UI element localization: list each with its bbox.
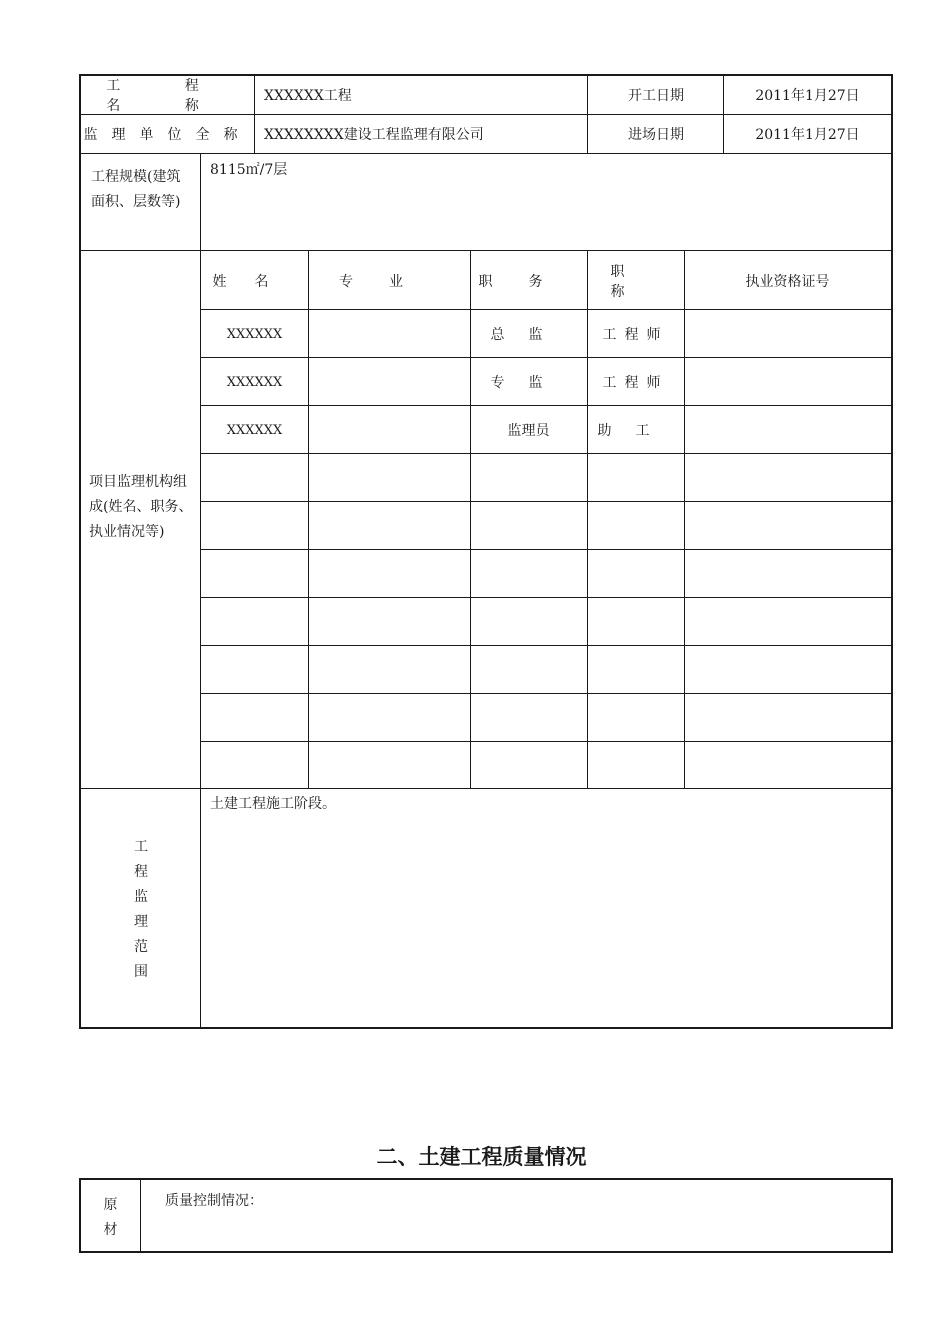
team-table-cell (201, 598, 308, 646)
team-table-cell (308, 502, 470, 550)
team-table-cell (587, 550, 684, 598)
team-table-cell: 工程师 (602, 375, 669, 391)
team-table-cell (684, 646, 891, 694)
team-table-cell (587, 454, 684, 502)
team-table-cell (470, 550, 587, 598)
team-table-cell: 总监 (490, 327, 567, 343)
supervisor-unit-value: XXXXXXXX建设工程监理有限公司 (264, 127, 484, 143)
team-table-cell (470, 742, 587, 790)
project-name-label: 工 程 名 称 (106, 78, 229, 114)
scale-label: 工程规模(建筑面积、层数等) (91, 169, 181, 210)
team-table-cell: 助工 (597, 423, 674, 439)
team-label: 项目监理机构组成(姓名、职务、执业情况等) (89, 474, 193, 540)
quality-control-label: 质量控制情况： (165, 1193, 263, 1209)
scope-label-char: 理 (134, 914, 148, 930)
start-date-value: 2011年1月27日 (755, 88, 860, 104)
team-table-cell (684, 502, 891, 550)
team-table-cell: 工程师 (602, 327, 669, 343)
supervisor-unit-label: 监理单位全称 (83, 127, 252, 143)
team-table-cell (308, 358, 470, 406)
team-table-cell (587, 502, 684, 550)
team-table-cell (470, 646, 587, 694)
scope-label-char: 监 (134, 889, 148, 905)
team-table-cell (308, 550, 470, 598)
team-table-cell (470, 694, 587, 742)
team-table-cell (308, 694, 470, 742)
team-table-cell (684, 310, 891, 358)
table2-divider (140, 1179, 141, 1252)
section-title: 二、土建工程质量情况 (376, 1145, 587, 1169)
team-table-cell (684, 358, 891, 406)
entry-date-value: 2011年1月27日 (755, 127, 860, 143)
team-table-cell: 监理员 (507, 423, 550, 439)
entry-date-label: 进场日期 (628, 127, 684, 143)
scale-value: 8115㎡/7层 (210, 162, 288, 178)
team-table-cell (587, 742, 684, 790)
table2-right-border (891, 1178, 893, 1253)
scope-label-char: 程 (134, 864, 148, 880)
team-table-cell (684, 550, 891, 598)
team-table-cell (587, 598, 684, 646)
team-table-cell (201, 550, 308, 598)
raw-material-label-char: 材 (103, 1222, 118, 1238)
team-table-cell (201, 694, 308, 742)
table2-bottom-border (80, 1251, 893, 1253)
team-table-cell (308, 454, 470, 502)
team-table-cell (684, 598, 891, 646)
scope-label-char: 范 (134, 939, 148, 955)
team-table-cell: 专监 (490, 375, 567, 391)
raw-material-label (81, 1193, 140, 1243)
team-table-cell (470, 598, 587, 646)
team-table-cell (308, 742, 470, 790)
scope-label-char: 工 (134, 839, 148, 855)
raw-material-label-char: 原 (103, 1197, 118, 1213)
team-header-cell: 职称 (610, 263, 661, 300)
scope-label-char: 围 (134, 964, 148, 980)
team-header-cell: 执业资格证号 (745, 273, 830, 290)
team-table-cell (470, 502, 587, 550)
team-table-cell: XXXXXX (226, 326, 283, 342)
team-table-cell (201, 646, 308, 694)
scope-value: 土建工程施工阶段。 (210, 796, 336, 812)
team-header-cell: 姓名 (212, 273, 297, 290)
team-header-cell: 专业 (339, 273, 439, 290)
table2-top-border (80, 1178, 893, 1180)
team-table-cell (201, 742, 308, 790)
team-table-cell: XXXXXX (226, 374, 283, 390)
team-table-cell (308, 310, 470, 358)
team-table-cell (684, 694, 891, 742)
team-table-cell (470, 454, 587, 502)
team-header-cell: 职务 (478, 273, 579, 290)
team-table-cell (201, 502, 308, 550)
team-table-cell (308, 406, 470, 454)
team-table-cell (684, 742, 891, 790)
team-table-cell (587, 646, 684, 694)
team-table-cell (684, 406, 891, 454)
team-table-cell: XXXXXX (226, 422, 283, 438)
project-name-value: XXXXXX工程 (264, 88, 352, 104)
team-table-cell (587, 694, 684, 742)
start-date-label: 开工日期 (628, 88, 684, 104)
scope-label (81, 835, 201, 985)
team-table-cell (308, 598, 470, 646)
team-table-cell (308, 646, 470, 694)
team-table-cell (201, 454, 308, 502)
team-table-cell (684, 454, 891, 502)
